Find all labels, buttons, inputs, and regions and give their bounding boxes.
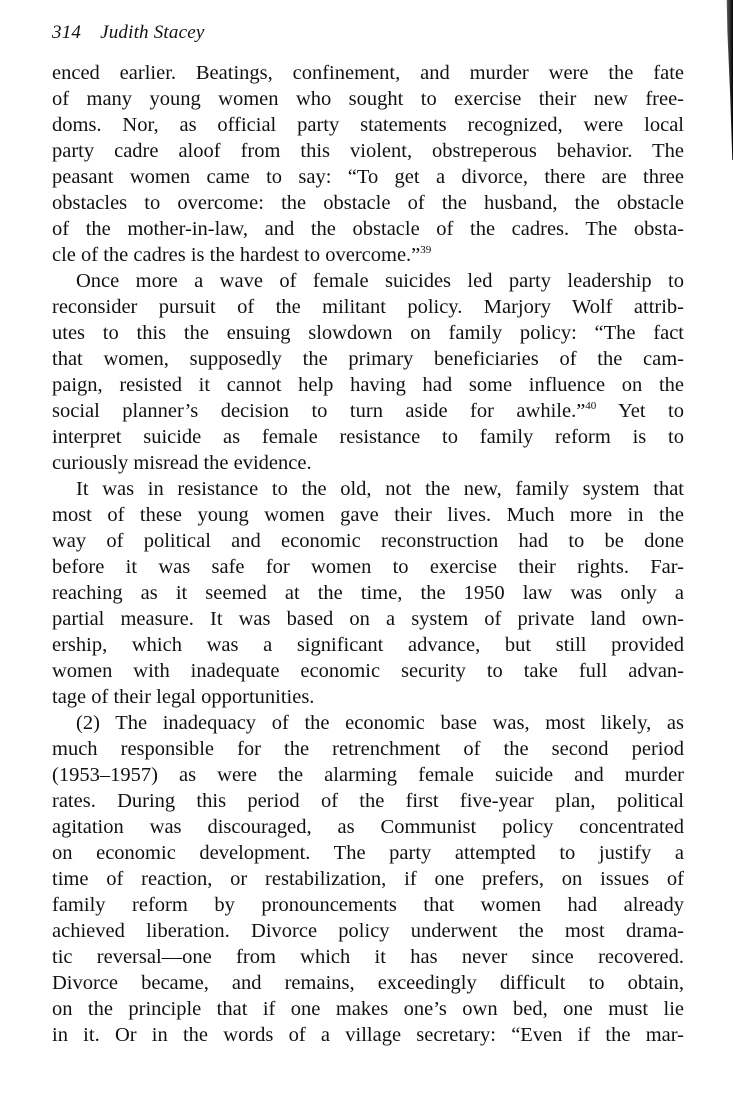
text-line: utes to this the ensuing slowdown on family policy: “The fact: [52, 322, 684, 344]
scan-edge-shadow: [719, 0, 733, 160]
text-line: [52, 242, 684, 268]
text-line: time of reaction, or restabilization, if one prefers, on issues of: [52, 868, 684, 890]
text-line: on economic development. The party attempted to justify a: [52, 842, 684, 864]
text-line: doms. Nor, as official party statements recognized, were local: [52, 114, 684, 136]
text-line: curiously misread the evidence.: [52, 452, 312, 474]
text-line: obstacles to overcome: the obstacle of the husband, the obstacle: [52, 192, 684, 214]
author-name: Judith Stacey: [100, 22, 205, 43]
text-line: much responsible for the retrenchment of the second period: [52, 738, 684, 760]
text-line: Once more a wave of female suicides led party leadership to: [76, 270, 684, 292]
text-line: before it was safe for women to exercise their rights. Far-: [52, 556, 684, 578]
text-line: of many young women who sought to exercise their new free-: [52, 88, 684, 110]
text-line: reconsider pursuit of the militant policy. Marjory Wolf attrib-: [52, 296, 684, 318]
paragraph: [52, 710, 684, 1048]
paragraph: [52, 60, 684, 268]
text-run: social planner’s decision to turn aside for awhile.”: [52, 400, 586, 422]
text-line: enced earlier. Beatings, confinement, and murder were the fate: [52, 62, 684, 84]
text-run: Yet to: [596, 400, 684, 422]
paragraph: [52, 268, 684, 476]
text-line: (1953–1957) as were the alarming female suicide and murder: [52, 764, 684, 786]
text-line: achieved liberation. Divorce policy underwent the most drama-: [52, 920, 684, 942]
text-line: peasant women came to say: “To get a divorce, there are three: [52, 166, 684, 188]
text-line: partial measure. It was based on a system of private land own-: [52, 608, 684, 630]
text-line: [52, 398, 684, 424]
text-line: It was in resistance to the old, not the new, family system that: [76, 478, 684, 500]
text-line: family reform by pronouncements that women had already: [52, 894, 684, 916]
text-line: tic reversal—one from which it has never since recovered.: [52, 946, 684, 968]
text-line: agitation was discouraged, as Communist policy concentrated: [52, 816, 684, 838]
text-line: of the mother-in-law, and the obstacle of the cadres. The obsta-: [52, 218, 684, 240]
body-text: [52, 60, 684, 1048]
text-line: party cadre aloof from this violent, obstreperous behavior. The: [52, 140, 684, 162]
running-head: [52, 22, 204, 44]
page-number: 314: [52, 22, 82, 43]
text-line: in it. Or in the words of a village secretary: “Even if the mar-: [52, 1024, 684, 1046]
text-line: on the principle that if one makes one’s own bed, one must lie: [52, 998, 684, 1020]
text-line: way of political and economic reconstruction had to be done: [52, 530, 684, 552]
text-line: most of these young women gave their lives. Much more in the: [52, 504, 684, 526]
text-line: tage of their legal opportunities.: [52, 686, 315, 708]
text-line: Divorce became, and remains, exceedingly difficult to obtain,: [52, 972, 684, 994]
text-line: paign, resisted it cannot help having had some influence on the: [52, 374, 684, 396]
text-line: that women, supposedly the primary beneficiaries of the cam-: [52, 348, 684, 370]
text-line: interpret suicide as female resistance to family reform is to: [52, 426, 684, 448]
footnote-marker[interactable]: 39: [420, 244, 432, 257]
paragraph: [52, 476, 684, 710]
text-line: reaching as it seemed at the time, the 1950 law was only a: [52, 582, 684, 604]
text-line: (2) The inadequacy of the economic base was, most likely, as: [76, 712, 684, 734]
text-line: rates. During this period of the first five-year plan, political: [52, 790, 684, 812]
text-run: cle of the cadres is the hardest to overcome.”: [52, 244, 421, 266]
text-line: ership, which was a significant advance, but still provided: [52, 634, 684, 656]
text-line: women with inadequate economic security to take full advan-: [52, 660, 684, 682]
footnote-marker[interactable]: 40: [585, 400, 597, 413]
